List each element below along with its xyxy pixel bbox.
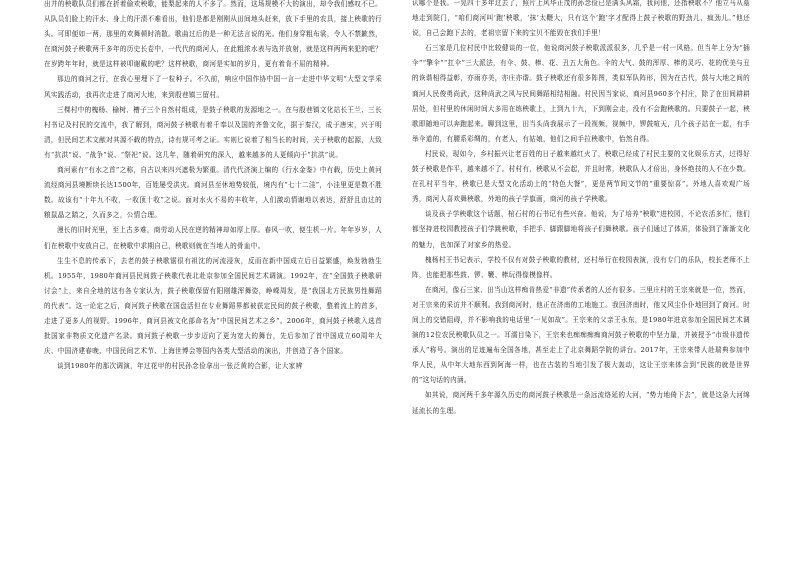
paragraph: 在商河，像石三家、田当山这样痴肯热爱“非遗”传承者的人还有很多。三里庄村的王宗来就是一位，然而，对王宗来的采访并不顺利。我到商河时，他正在济南的工地施工。我回济南时，他又风尘仆仆地回到了商河。时间上的交错阻碍，并不影响我的电话里“一见如故”。王宗来的父亲王永东，是1980年进京参加全国民间艺术调演的12位农民秧歌队员之一。耳濡目染下，王宗来也痴痴痴痴商河鼓子秧歌的中坚力量，并被授予“市级非遗传承人”称号。演出的足迹遍布全国各地，甚至走上了北京舞蹈学院的讲台。2017年，王宗来带人赴瑞典参加中华人民，从中年大地东西到阿海一样，也在古装的当地引发了极大轰动，这让王宗来体会到“民族的就是世界的”这句话的内涵。: [412, 285, 750, 385]
paragraph: 槐杨村王书记表示，学校不仅有对鼓子秧歌的教材，还村举行在校园表演，没有专门的乐队，校长老师不上阵，也能把那些鼓、锣、鞭、棒玩得像模像样。: [412, 255, 750, 279]
paragraph: 如其说，商河两千多年源久历史的商河鼓子秧歌是一条远流络延的大河，“势力地倚下去”，就是这条大河绵延流长的生理。: [412, 391, 750, 415]
paragraph: 那边的商河之行，在我心里埋下了一粒种子。不久前，响应中国作协中国一言一走进中华文明”大型文学采风实践活动，我再次走进了商河大地，来到殷巷镇三留村。: [44, 75, 382, 99]
left-column: [44, 0, 382, 562]
paragraph: 出井的秧歌队员们都在折着偷欢秧歌，能梨起来的人不多了。然而，这场规模不大的演出，却令我们感叹不已。从队员们脸上的汗水、身上的汗渍不难看出，他们是都是刚刚从田间地头赶来，放下手里的农具，接上秧歌的行头。可即便如一两，那里的欢舞顿时消散。歌曲过后的是一种无法言说的光。他们身穿粗布裳，令人不禁歉然，在商河鼓子秧歌两千多年的历史长卷中，一代代的商河人，在此粗浓水表与选并放射，就是这样两两来犯的吧？在岁跨年年时，就是这样被叩谢戴的吧？这样秧歌，商河是实如的岁月，更有着肯不屈的精神。: [44, 0, 382, 69]
paragraph: 漫长的旧时光里，至上古多难，商劳动人民在逆的精神却如厚上厚。春风一吹，便生机一片。年年岁岁，人们在秧歌中安放自己，在秧歌中求期自己，秧歌则就在当地人的骨血中。: [44, 226, 382, 250]
paragraph: 三棵村中的槐杨、榆树、槽子三个自然村组成，是鼓子秧歌的发源地之一。在与殷巷镇文化站长王兰、三长村书记及村民的交流中，我了解到，商河鼓子秧歌有着千奉以及国的齐鲁文化，据于秦汉，成于唐宋，兴于明清，但民间艺术文献对其源不载的特点，诗有规可考之证。实则匕说着了相当长的时间，关于秧歌的起源，大致有“抗洪”说、“战争”说、“祭祀”说。这几年，随着研究的深入，越来越多的人更倾向于“抗洪”说。: [44, 105, 382, 159]
paragraph: 村民说，现如今，乡村振兴让老百姓的日子越来越红火了，秧歌已经成了村民主要的文化娱乐方式，过得好鼓子秧歌是作平，越来越不了。村村有，秧歌从不会起，并且时常，秧歌队人才倍出，身怀绝技的人不在少数。在孔村平当年，秧歌已是大型文化活动上的“特色大餐”，更是两节间文节的“重要惊喜”。外地人喜欢观广场秀，商河人喜欢舞秧歌，外地的孩子学旗画，商河的孩子学秧歌。: [412, 149, 750, 204]
right-column: [412, 0, 750, 562]
paragraph: 认哪个是我。一晃四十多年过去了，照片上风华正茂的孙念俭已是满头风霜，我问他，还指秧歌不？他立马从墓地走到院门，“咱们商河叫‘跑’秧歌，‘抹’太鞭大，只有这个‘跑’字才配得上鼓子秧歌的野劲儿、疯劲儿。”他还说，自己会跑下去的，老祖宗留下来的宝贝不能毁在我们手里！: [412, 0, 750, 38]
paragraph: 商河素有“有水之首”之称，自古以来四兴遮极为繁重。清代代济演上编的《行水金鉴》中有载，历史上黄河流经商河县境断续长达1500年，百姓屡受洪灾。商河县至休地势较低，境内有“七十二洼”，小洼里更是数不胜数。故该有“十年九不收，一收顶十收”之说。面对水火不易的丰收年，人们激动情谢地以表达，舒舒且由过的粮鼠晶之踏之，久而多之，公情合理。: [44, 166, 382, 220]
paragraph: 谈到1980年的那次调演，年过花甲的村民孙念俭拿出一张泛黄的合影，让大家辨: [57, 362, 303, 371]
paragraph: 谈及孩子学秧歌这个话题，棺石村的石书记有些兴奋。他说，为了培养“秧歌”进校园，不论农活多忙，他们都坚持进校园教授孩子们学跳秧歌，手把手、脚跟脚地将孩子们舞秧歌。孩子们通过了体质，体验到了渐渐文化的魅力，也加深了对家乡的热爱。: [412, 210, 750, 249]
paragraph: 石三家是几位村民中比较健谈的一位，他说商河鼓子秧歌派派很多，几乎是一村一风格。但当年上分为“插伞”“擎伞”“扛伞”三大派法，有伞、鼓、棒、花、丑五大角色。伞的大气、鼓的浑厚、棒的灵巧、花的优美与丑的诙谐相得益彰，亦雨亦美，亦庄亦谐。鼓子秧歌还有很多阵图，类似军队阵形，因为在古代，鼓与大地之间的商河人民俊勇尚武，这种尚武之风与民间舞蹈相结相融。村民因当家说，商河县960多个村庄，除了在田间耕耕居处，但村里的休闲时间大多用在练秧歌上，上到九十九，下到刚会走，没有不会跑秧歌的。只要鼓子一起，秧歌即随地可以奔跑起来。聊到这里，田当头尚我展示了一段视频，视频中，锣鼓喧天，几个孩子站在一起，有手举伞道的，有腰系彩绸的，有老人，有姑娘，他们之间手拉秧歌中，怡然自得。: [412, 44, 750, 143]
paragraph: 生生不息的传承下，去老的鼓子秧歌锯很有祖沈的河流浸灰，反而在新中国成立后日益繁盛，焕发勃勃生机。1955年，1980年商河县民间鼓子秧歌代表北赴京参加全国民间艺术调演。1992年，在“全国鼓子秧歌研讨会”上，来自全地的这有各专家认为，鼓子秧歌保留有阳刚雄浑舞姿，峥嵘周发，是“我国北方民族男性舞蹈的代表”。这一论定之后，商河鼓子秧歌在国盘活但在专业舞蹈界都被获定民间的鼓子秧歌，整着流上的首多，走进了更多人的视野。1996年，商河县被文化部命名为“中国民间艺术之乡”。2006年，商河鼓子秧歌入选首批国家非物质文化遗产名录。商河鼓子秧歌一步步迈向了更为宽大的舞台，先后参加了首中国成立60周年大庆、中国济建春晚、中国民间艺术节、上海世博会等国内各类大型活动的演出，并创造了各个国家。: [44, 256, 382, 356]
